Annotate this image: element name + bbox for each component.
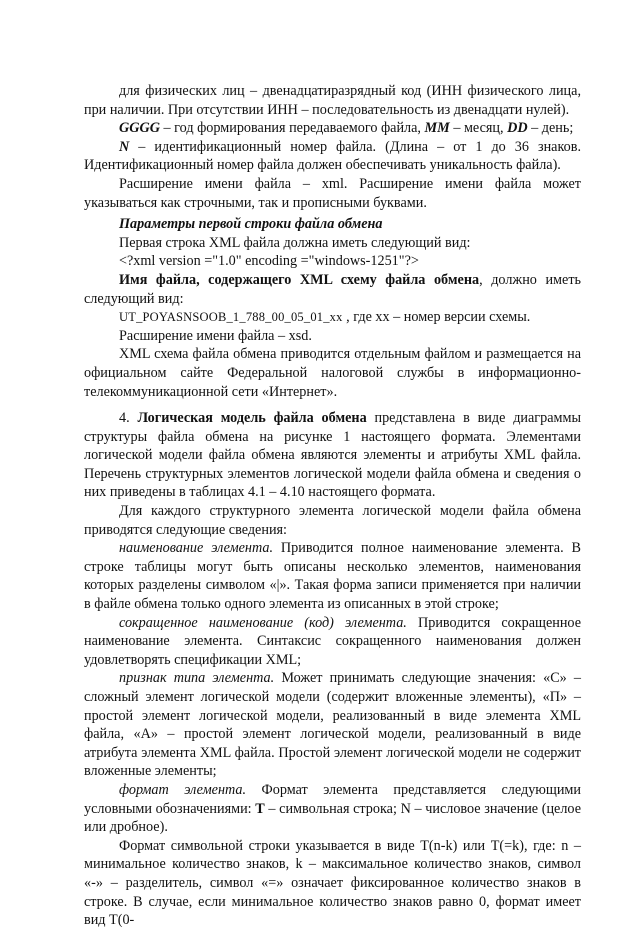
code-line: <?xml version ="1.0" encoding ="windows-1251"?> bbox=[119, 253, 419, 270]
paragraph: Первая строка XML файла должна иметь следующий вид: bbox=[119, 234, 471, 251]
paragraph: Расширение имени файла – xml. Расширение имени файла может указываться как строчными, так и прописными буквами. bbox=[84, 175, 581, 211]
paragraph: Для каждого структурного элемента логической модели файла обмена приводятся следующие сведения: bbox=[84, 503, 581, 538]
term: GGGG bbox=[119, 120, 160, 137]
schema-filename: UT_POYASNSOOB_1_788_00_05_01_xx bbox=[119, 310, 343, 325]
paragraph: Расширение имени файла – xsd. bbox=[119, 327, 312, 344]
italic-term: признак типа элемента. bbox=[119, 670, 275, 687]
document-body bbox=[84, 82, 581, 930]
italic-term: формат элемента. bbox=[119, 781, 247, 798]
paragraph: N – идентификационный номер файла. (Длина – от 1 до 36 знаков. Идентификационный номер файла должен обеспечивать уникальность файла). bbox=[84, 138, 581, 174]
paragraph: 4. Логическая модель файла обмена представлена в виде диаграммы структуры файла обмена на рисунке 1 настоящего формата. Элементами логической модели файла обмена являются элементы и атрибуты XML файла. Перечень структурных элементов логической модели файла обмена и сведения о них приведены в таблицах 4.1 – 4.10 настоящего формата. bbox=[84, 410, 582, 501]
term: MM bbox=[424, 120, 450, 137]
paragraph: для физических лиц – двенадцатиразрядный код (ИНН физического лица, при наличии. При отсутствии ИНН – последовательность из двенадцати нулей). bbox=[84, 83, 581, 118]
paragraph: Формат символьной строки указывается в виде Т(n-k) или Т(=k), где: n – минимальное количество знаков, k – максимальное количество знаков, символ «-» – разделитель, символ «=» означает фиксированное количество знаков в строке. В случае, если минимальное количество знаков равно 0, формат имеет вид Т(0- bbox=[84, 837, 581, 929]
bold-phrase: Логическая модель файла обмена bbox=[137, 410, 367, 427]
paragraph: формат элемента. Формат элемента представляется следующими условными обозначениями: Т – символьная строка; N – числовое значение (целое или дробное). bbox=[84, 781, 581, 836]
term: N bbox=[119, 138, 130, 155]
term: DD bbox=[507, 120, 528, 137]
italic-term: сокращенное наименование (код) элемента. bbox=[119, 614, 407, 631]
paragraph: UT_POYASNSOOB_1_788_00_05_01_xx , где хх – номер версии схемы. bbox=[119, 309, 531, 326]
bold-phrase: Имя файла, содержащего XML схему файла обмена bbox=[119, 271, 480, 288]
paragraph: наименование элемента. Приводится полное наименование элемента. В строке таблицы могут быть описаны несколько элементов, наименования которых разделены символом «|». Такая форма записи применяется при наличии в файле обмена только одного элемента из описанных в этой строке; bbox=[84, 540, 581, 613]
bold-phrase: Т bbox=[255, 800, 265, 817]
paragraph: Имя файла, содержащего XML схему файла обмена, должно иметь следующий вид: bbox=[84, 271, 581, 307]
paragraph: XML схема файла обмена приводится отдельным файлом и размещается на официальном сайте Федеральной налоговой службы в информационно-телекоммуникационной сети «Интернет». bbox=[84, 346, 581, 400]
italic-term: наименование элемента. bbox=[119, 540, 274, 557]
paragraph: GGGG – год формирования передаваемого файла, MM – месяц, DD – день; bbox=[119, 120, 574, 137]
section-heading: Параметры первой строки файла обмена bbox=[119, 216, 383, 233]
paragraph: сокращенное наименование (код) элемента. Приводится сокращенное наименование элемента. Синтаксис сокращенного наименования должен удовлетворять спецификации XML; bbox=[84, 614, 581, 668]
paragraph: признак типа элемента. Может принимать следующие значения: «С» – сложный элемент логической модели (содержит вложенные элементы), «П» – простой элемент логической модели, реализованный в виде элемента XML файла, «А» – простой элемент логической модели, реализованный в виде атрибута элемента XML файла. Простой элемент логической модели не содержит вложенные элементы; bbox=[84, 670, 581, 780]
